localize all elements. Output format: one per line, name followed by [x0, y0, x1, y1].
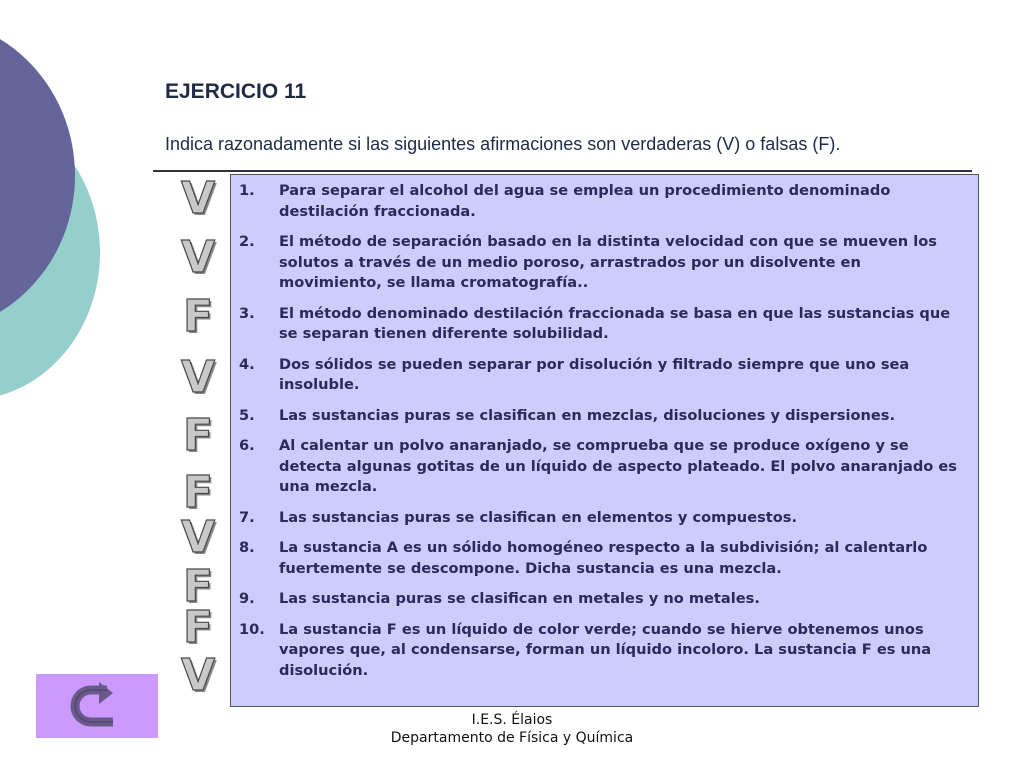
questions-box — [230, 174, 979, 707]
question-text: Las sustancia puras se clasifican en metales y no metales. — [279, 590, 760, 607]
question-text: Al calentar un polvo anaranjado, se comprueba que se produce oxígeno y se detecta algunas gotitas de un líquido de aspecto plateado. El polvo anaranjado es una mezcla. — [279, 437, 957, 495]
slide-subtitle: Indica razonadamente si las siguientes afirmaciones son verdaderas (V) o falsas (F). — [165, 134, 841, 154]
answer-3: F — [182, 291, 214, 342]
footer — [0, 711, 1024, 747]
question-item — [239, 181, 968, 222]
question-item — [239, 620, 968, 682]
question-item — [239, 436, 968, 498]
question-number: 3. — [239, 304, 255, 322]
question-text: La sustancia A es un sólido homogéneo respecto a la subdivisión; al calentarlo fuertemente se descompone. Dicha sustancia es una mezcla. — [279, 539, 928, 577]
answer-6: F — [182, 467, 214, 518]
question-text: El método de separación basado en la distinta velocidad con que se mueven los solutos a través de un medio poroso, arrastrados por un disolvente en movimiento, se llama cromatografía.. — [279, 233, 937, 291]
question-item — [239, 406, 968, 427]
question-number: 2. — [239, 233, 255, 250]
answer-9: F — [182, 602, 214, 653]
question-number: 7. — [239, 508, 255, 526]
question-text: Las sustancias puras se clasifican en elementos y compuestos. — [279, 508, 798, 526]
question-item — [239, 508, 968, 529]
answer-8: F — [182, 561, 214, 612]
footer-department: Departamento de Física y Química — [390, 730, 634, 746]
question-number: 10. — [239, 620, 265, 638]
question-number: 5. — [239, 406, 255, 424]
question-number: 6. — [239, 437, 255, 454]
question-number: 9. — [239, 590, 255, 607]
question-text: El método denominado destilación fraccionada se basa en que las sustancias que se separan tienen diferente solubilidad. — [279, 304, 951, 342]
question-item — [239, 589, 968, 610]
slide-title: EJERCICIO 11 — [165, 80, 307, 103]
answer-4: V — [180, 352, 216, 403]
answer-5: F — [182, 410, 214, 461]
answer-10: V — [180, 650, 216, 701]
question-text: Las sustancias puras se clasifican en mezclas, disoluciones y dispersiones. — [279, 406, 896, 424]
divider-line — [153, 170, 972, 172]
question-text: La sustancia F es un líquido de color verde; cuando se hierve obtenemos unos vapores que, al condensarse, forman un líquido incoloro. La sustancia F es una disolución. — [279, 620, 932, 679]
questions-list — [239, 181, 968, 681]
question-item — [239, 304, 968, 345]
question-number: 4. — [239, 355, 255, 373]
answers-column — [176, 175, 220, 705]
footer-school: I.E.S. Élaios — [471, 712, 553, 728]
question-item — [239, 232, 968, 294]
answer-2: V — [180, 232, 216, 283]
answer-1: V — [180, 173, 216, 224]
question-item — [239, 355, 968, 396]
question-text: Para separar el alcohol del agua se emplea un procedimiento denominado destilación fraccionada. — [279, 182, 891, 220]
answer-7: V — [180, 512, 216, 563]
question-number: 1. — [239, 182, 255, 199]
question-item — [239, 538, 968, 579]
question-number: 8. — [239, 539, 255, 556]
question-text: Dos sólidos se pueden separar por disolución y filtrado siempre que uno sea insoluble. — [279, 355, 910, 393]
